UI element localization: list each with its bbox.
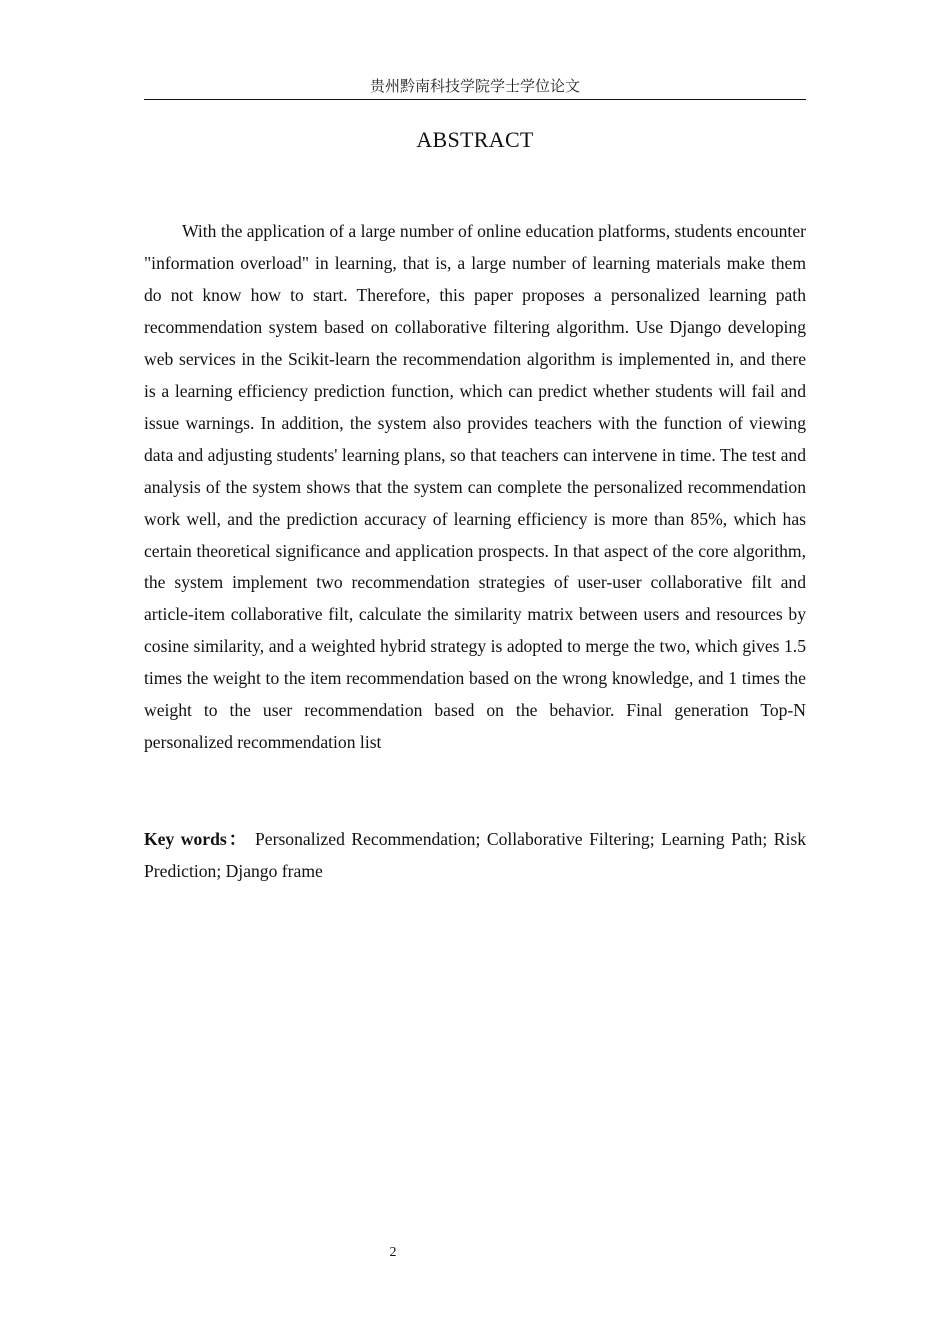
page-number: 2 <box>389 1245 397 1260</box>
running-header: 贵州黔南科技学院学士学位论文 <box>369 77 580 95</box>
abstract-body: With the application of a large number of online education platforms, students encounter "information overload" in learning, that is, a large number of learning materials make them do not know how to start. Therefore, this paper proposes a personalized learning path recommendation system based on collaborative filtering algorithm. Use Django developing web services in the Scikit-learn the recommendation algorithm is implemented in, and there is a learning efficiency prediction function, which can predict whether students will fail and issue warnings. In addition, the system also provides teachers with the function of viewing data and adjusting students' learning plans, so that teachers can intervene in time. The test and analysis of the system shows that the system can complete the personalized recommendation work well, and the prediction accuracy of learning efficiency is more than 85%, which has certain theoretical significance and application prospects. In that aspect of the core algorithm, the system implement two recommendation strategies of user-user collaborative filt and article-item collaborative filt, calculate the similarity matrix between users and resources by cosine similarity, and a weighted hybrid strategy is adopted to merge the two, which gives 1.5 times the weight to the item recommendation based on the wrong knowledge, and 1 times the weight to the user recommendation based on the behavior. Final generation Top-N personalized recommendation list <box>144 221 806 753</box>
keywords-label: Key words： <box>144 829 249 849</box>
keywords-text: Personalized Recommendation; Collaborative Filtering; Learning Path; Risk Prediction; Django frame <box>144 829 806 881</box>
keywords-paragraph <box>144 824 806 887</box>
abstract-title: ABSTRACT <box>416 127 534 152</box>
header-rule <box>144 99 806 100</box>
